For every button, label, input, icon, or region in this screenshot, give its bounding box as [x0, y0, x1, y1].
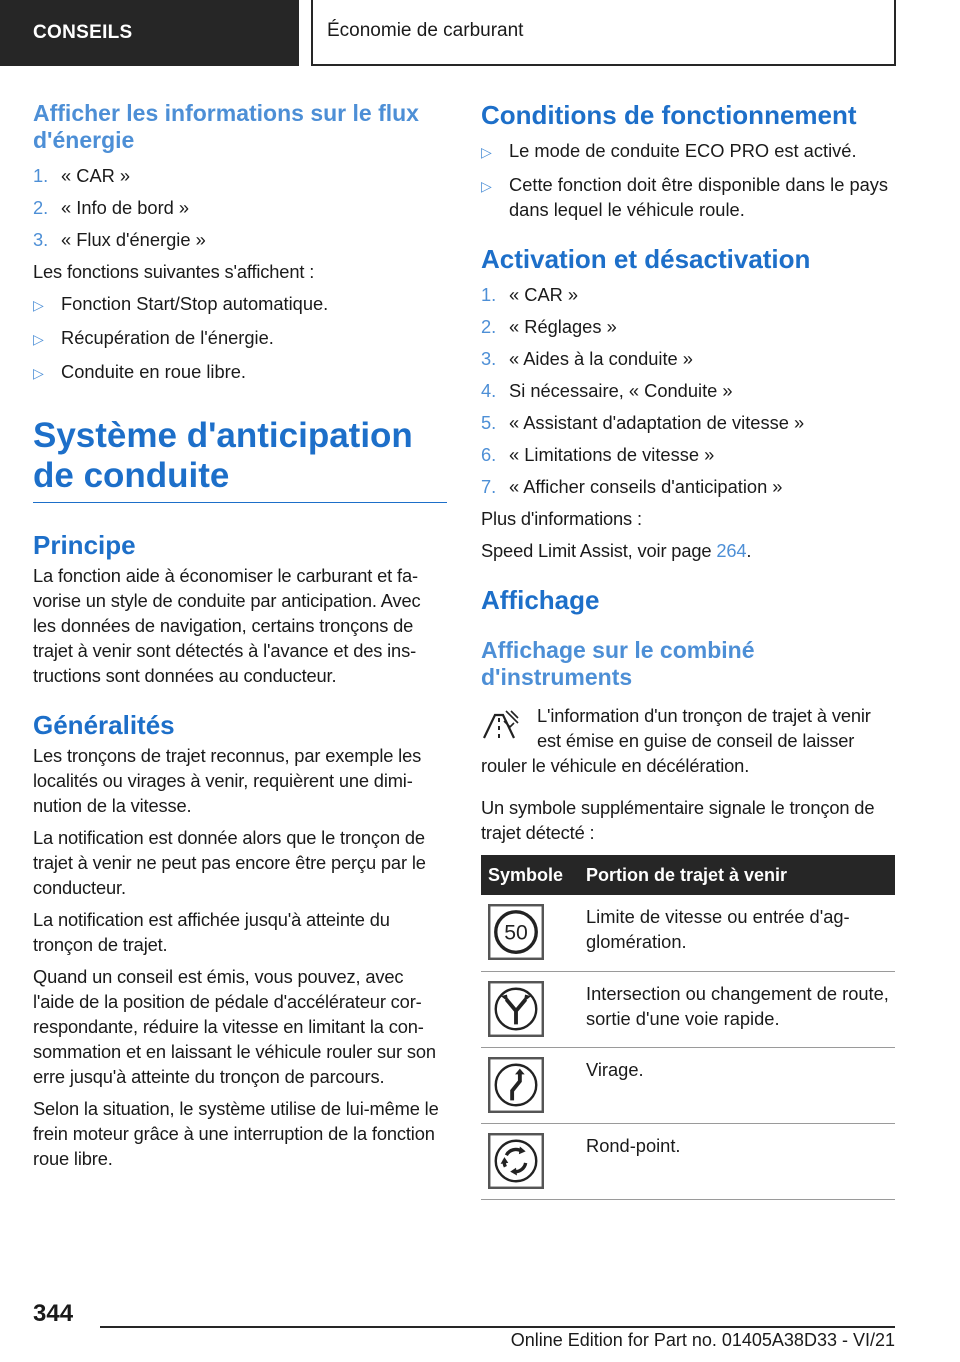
energy-flow-heading: Afficher les informations sur le flux d'énergie	[33, 100, 419, 153]
intersection-icon	[488, 981, 544, 1037]
functions-list	[33, 291, 447, 386]
conditions-heading: Conditions de fonctionnement	[481, 100, 857, 130]
list-item: 6. « Limitations de vitesse »	[481, 444, 715, 465]
principle-text: La fonction aide à économiser le carburant et fa-vorise un style de conduite par anticipation. Avec les données de navigation, certains tronçons de trajet à venir sont détectés à l'avance et des ins-tructions sont données au conducteur.	[33, 565, 421, 686]
right-column	[481, 100, 895, 1200]
row-description: Limite de vitesse ou entrée d'ag-glomération.	[579, 895, 895, 971]
general-text-2: La notification est donnée alors que le tronçon de trajet à venir ne peut pas encore être perçu par le conducteur.	[33, 827, 426, 898]
page-link[interactable]: 264	[716, 540, 747, 561]
general-text-5: Selon la situation, le système utilise de lui-même le frein moteur grâce à une interruption de la fonction roue libre.	[33, 1098, 439, 1169]
cluster-display-heading: Affichage sur le combiné d'instruments	[481, 637, 755, 690]
coasting-road-icon	[481, 705, 521, 745]
section-tab: CONSEILS	[0, 0, 299, 66]
energy-flow-steps	[33, 163, 447, 252]
activation-steps	[481, 282, 895, 499]
triangle-bullet-icon: ▷	[33, 297, 44, 313]
more-info-label: Plus d'informations :	[481, 508, 642, 529]
triangle-bullet-icon: ▷	[33, 331, 44, 347]
conditions-list	[481, 138, 895, 222]
list-item: ▷ Cette fonction doit être disponible dans le pays dans lequel le véhicule roule.	[481, 174, 889, 220]
list-item: 3. « Aides à la conduite »	[481, 348, 693, 369]
system-heading: Système d'anticipation de conduite	[33, 416, 447, 503]
table-header-row	[481, 855, 895, 895]
cluster-info-paragraph	[481, 703, 895, 785]
extra-symbol-text: Un symbole supplémentaire signale le tronçon de trajet détecté :	[481, 797, 875, 843]
row-description: Rond-point.	[579, 1123, 895, 1199]
list-item: 3. « Flux d'énergie »	[33, 229, 206, 250]
table-row	[481, 971, 895, 1047]
edition-note: Online Edition for Part no. 01405A38D33 - VI/21	[510, 1330, 895, 1350]
list-item: 4. Si nécessaire, « Conduite »	[481, 380, 733, 401]
general-text-3: La notification est affichée jusqu'à atteinte du tronçon de trajet.	[33, 909, 390, 955]
triangle-bullet-icon: ▷	[33, 365, 44, 381]
cluster-info-text: L'information d'un tronçon de trajet à venir est émise en guise de conseil de laisser rouler le véhicule en décélération.	[481, 705, 871, 776]
speed-limit-value: 50	[504, 921, 528, 945]
list-item: ▷ Conduite en roue libre.	[33, 359, 447, 386]
triangle-bullet-icon: ▷	[481, 178, 492, 194]
activation-heading: Activation et désactivation	[481, 244, 811, 274]
curve-icon	[488, 1057, 544, 1113]
page-header	[0, 0, 960, 66]
display-heading: Affichage	[481, 585, 600, 615]
left-column	[33, 100, 447, 1178]
row-description: Intersection ou changement de route, sortie d'une voie rapide.	[579, 971, 895, 1047]
column-header-portion: Portion de trajet à venir	[579, 855, 895, 895]
row-description: Virage.	[579, 1047, 895, 1123]
chapter-title: Économie de carburant	[311, 0, 896, 66]
triangle-bullet-icon: ▷	[481, 144, 492, 160]
list-item: ▷ Fonction Start/Stop automatique.	[33, 291, 447, 318]
column-header-symbol: Symbole	[481, 855, 579, 895]
list-item: 1. « CAR »	[481, 284, 579, 305]
list-item: 2. « Réglages »	[481, 316, 617, 337]
principle-heading: Principe	[33, 530, 136, 560]
page-number: 344	[33, 1300, 74, 1327]
general-text-4: Quand un conseil est émis, vous pouvez, avec l'aide de la position de pédale d'accélérateur cor-respondante, réduire la vitesse en limitant la con-sommation et en laissant le véhicule rouler sur son erre jusqu'à atteinte du tronçon de parcours.	[33, 966, 436, 1087]
general-text-1: Les tronçons de trajet reconnus, par exemple les localités ou virages à venir, requièrent une dimi-nution de la vitesse.	[33, 745, 422, 816]
functions-intro: Les fonctions suivantes s'affichent :	[33, 261, 315, 282]
roundabout-icon	[488, 1133, 544, 1189]
table-row	[481, 895, 895, 971]
cross-reference: Speed Limit Assist, voir page 264.	[481, 540, 752, 561]
footer-divider	[100, 1326, 895, 1328]
general-heading: Généralités	[33, 710, 175, 740]
list-item: ▷ Le mode de conduite ECO PRO est activé.	[481, 138, 895, 165]
list-item: 2. « Info de bord »	[33, 197, 190, 218]
symbol-table	[481, 855, 895, 1200]
list-item: 1. « CAR »	[33, 165, 131, 186]
speed-limit-50-icon	[488, 904, 544, 960]
list-item: 7. « Afficher conseils d'anticipation »	[481, 476, 783, 497]
table-row	[481, 1123, 895, 1199]
list-item: 5. « Assistant d'adaptation de vitesse »	[481, 412, 805, 433]
table-row	[481, 1047, 895, 1123]
list-item: ▷ Récupération de l'énergie.	[33, 325, 447, 352]
